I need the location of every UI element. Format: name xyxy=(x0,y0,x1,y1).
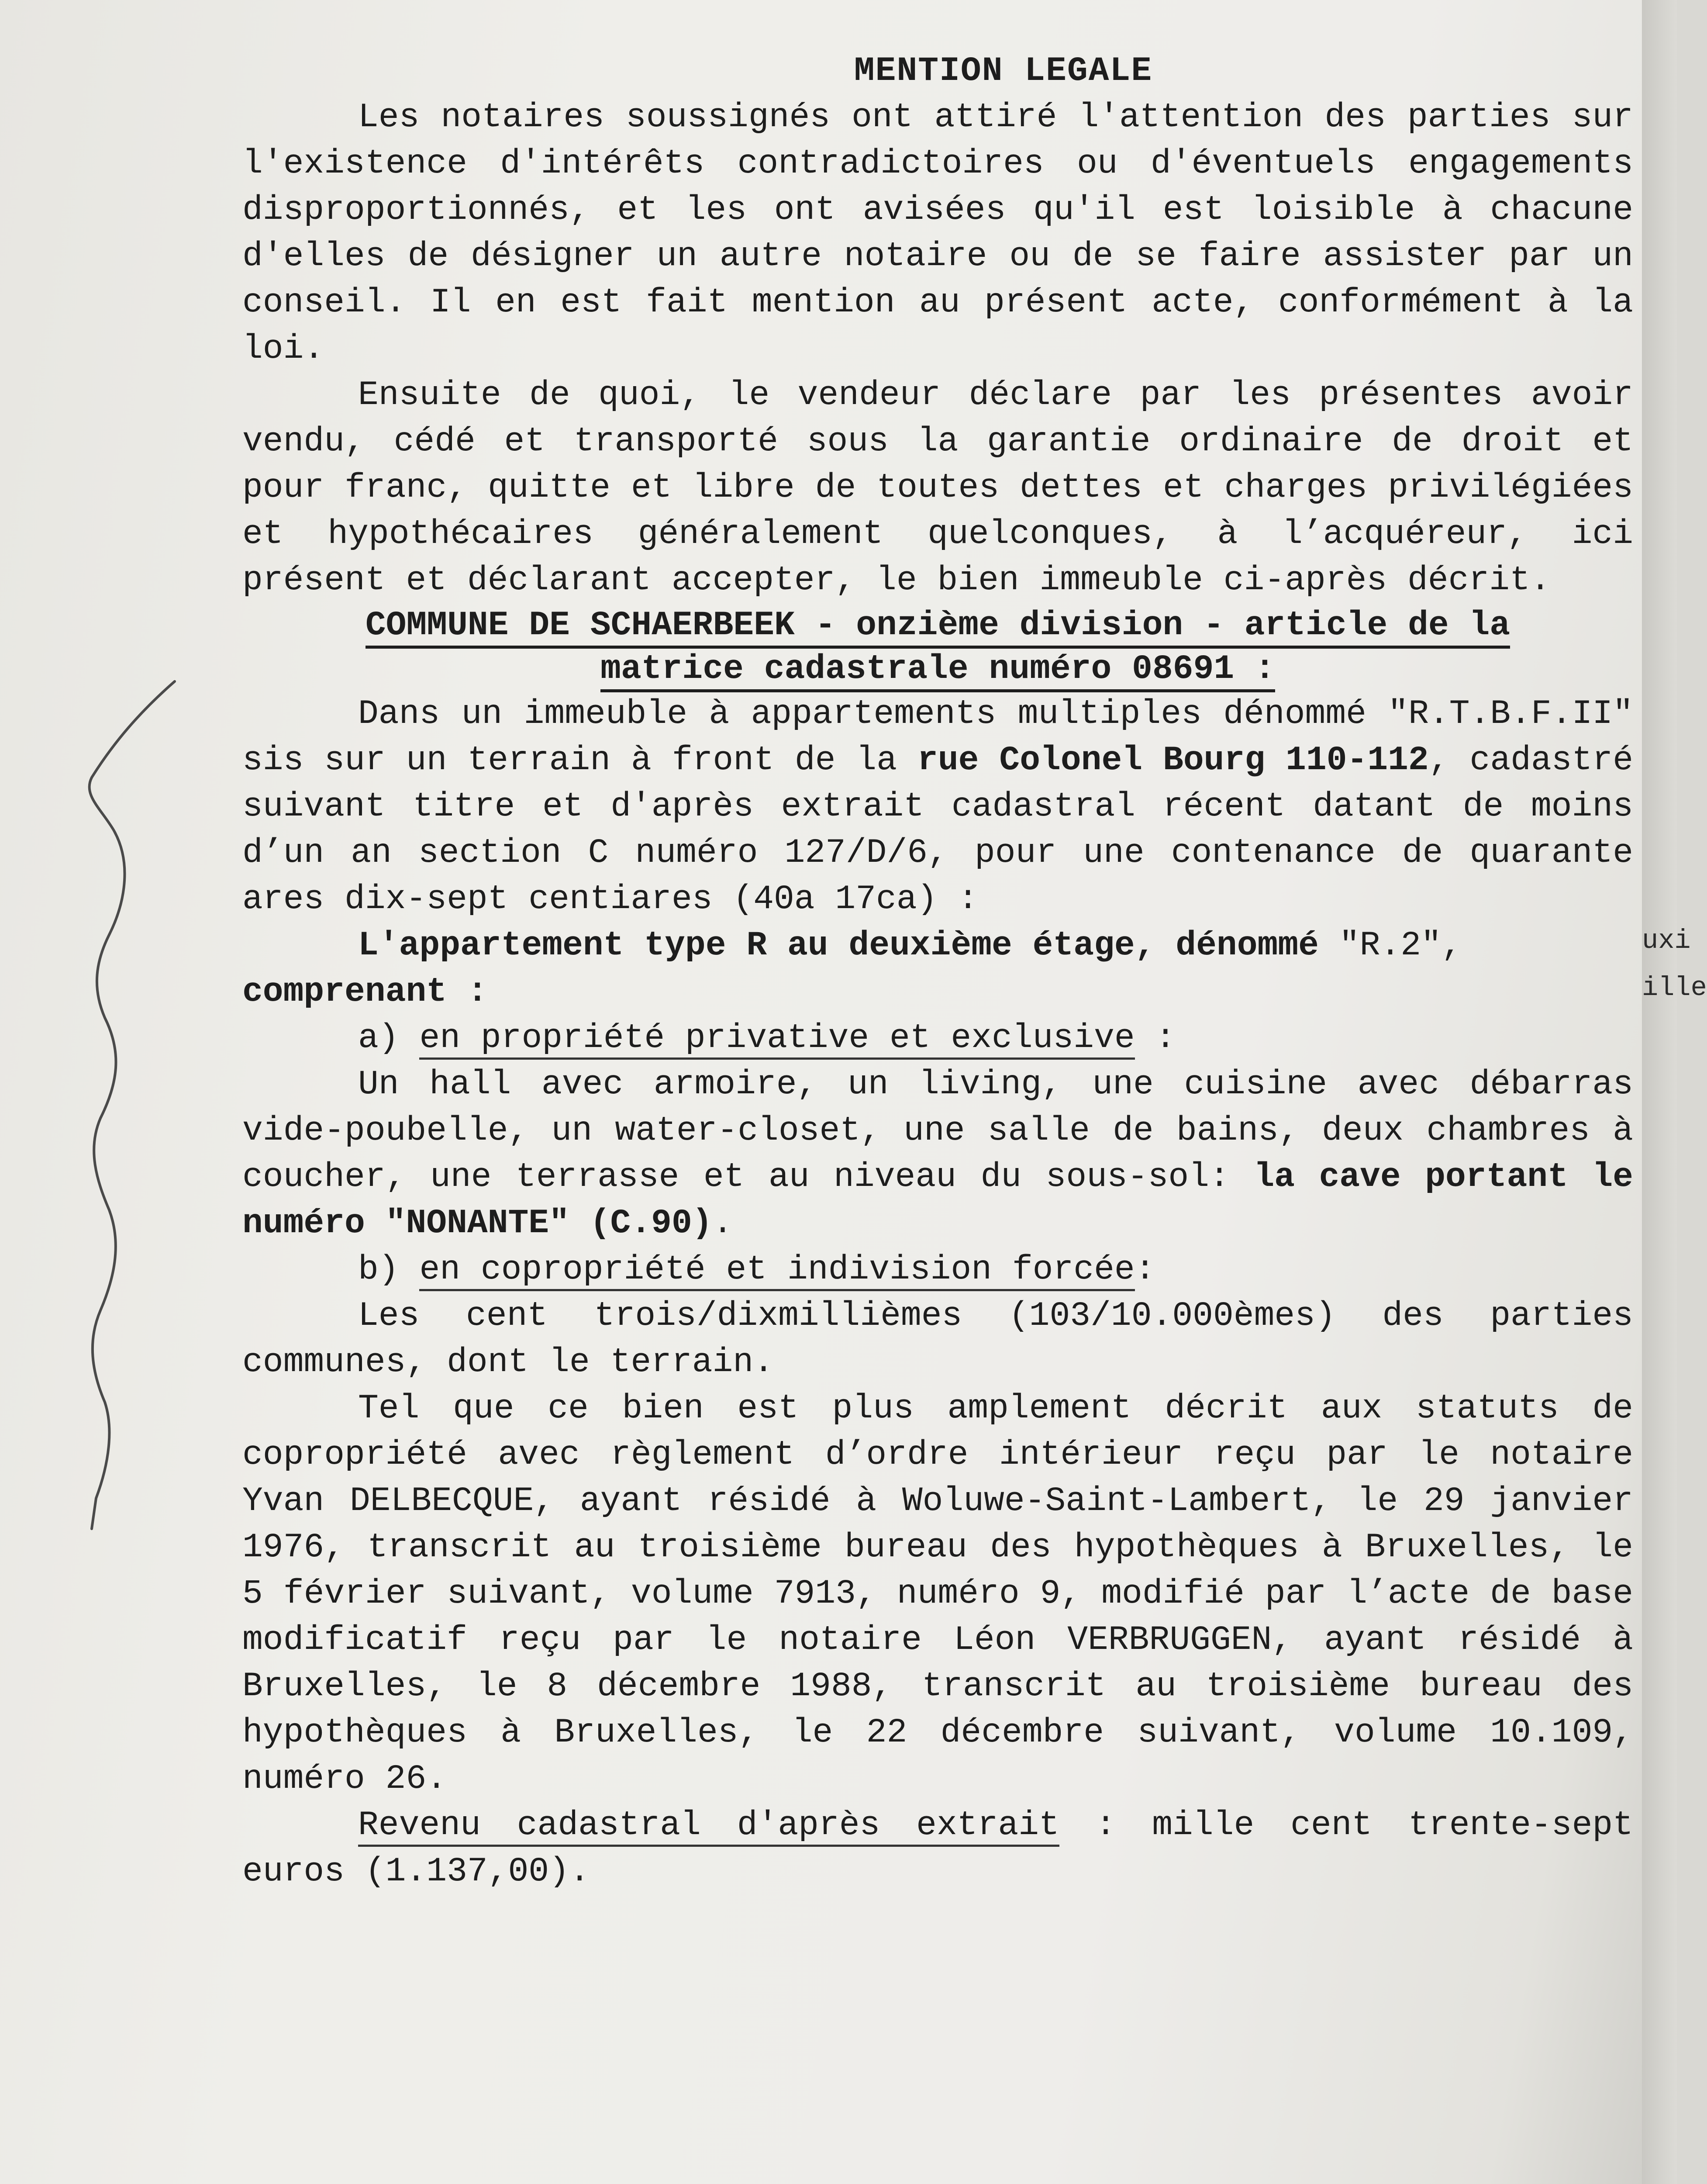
adjacent-page-edge xyxy=(1642,0,1707,2184)
cadastral-income-heading: Revenu cadastral d'après extrait xyxy=(358,1806,1059,1847)
cadastral-income-value: : mille cent trente-sept euros (1.137,00). xyxy=(242,1806,1633,1891)
apartment-comprising: comprenant : xyxy=(242,973,488,1011)
margin-handwritten-mark xyxy=(66,673,197,1546)
private-parts-text: Un hall avec armoire, un living, une cuisine avec débarras vide-poubelle, un water-closet, une salle de bains, deux chambres à coucher, une terrasse et au niveau du sous-sol: xyxy=(242,1065,1633,1196)
paragraph-building-description xyxy=(242,691,1633,923)
commune-heading xyxy=(242,604,1633,691)
paragraph-cadastral-income xyxy=(242,1802,1633,1895)
item-b-tail: : xyxy=(1135,1251,1155,1289)
paragraph-apartment-title xyxy=(242,923,1633,1015)
private-parts-end: . xyxy=(712,1204,733,1243)
paragraph-statutes: Tel que ce bien est plus amplement décrit aux statuts de copropriété avec règlement d’ordre intérieur reçu par le notaire Yvan DELBECQUE, ayant résidé à Woluwe-Saint-Lambert, le 29 janvier 1976, transcrit au troisième bureau des hypothèques à Bruxelles, le 5 février suivant, volume 7913, numéro 9, modifié par l’acte de base modificatif reçu par le notaire Léon VERBRUGGEN, ayant résidé à Bruxelles, le 8 décembre 1988, transcrit au troisième bureau des hypothèques à Bruxelles, le 22 décembre suivant, volume 10.109, numéro 26. xyxy=(242,1389,1633,1798)
paragraph-sale-declaration: Ensuite de quoi, le vendeur déclare par les présentes avoir vendu, cédé et transporté sous la garantie ordinaire de droit et pour franc, quitte et libre de toutes dettes et charges privilégiées et hypothécaires généralement quelconques, à l’acquéreur, ici présent et déclarant accepter, le bien immeuble ci-après décrit. xyxy=(242,376,1633,600)
apartment-title: L'appartement type R au deuxième étage, dénommé xyxy=(358,926,1319,965)
paragraph-private-parts xyxy=(242,1061,1633,1247)
item-a-label: a) xyxy=(358,1019,420,1057)
item-b-label: b) xyxy=(358,1251,420,1289)
item-b-heading: en copropriété et indivision forcée xyxy=(419,1251,1135,1291)
commune-heading-line1: COMMUNE DE SCHAERBEEK - onzième division - article de la xyxy=(366,606,1510,649)
adjacent-page-text xyxy=(1642,917,1707,1012)
paragraph-legal-notice: Les notaires soussignés ont attiré l'attention des parties sur l'existence d'intérêts contradictoires ou d'éventuels engagements disproportionnés, et les ont avisées qu'il est loisible à chacune d'elles de désigner un autre notaire ou de se faire assister par un conseil. Il en est fait mention au présent acte, conformément à la loi. xyxy=(242,98,1633,368)
paragraph-common-parts: Les cent trois/dixmillièmes (103/10.000èmes) des parties communes, dont le terrain. xyxy=(242,1297,1633,1382)
item-a xyxy=(242,1015,1633,1061)
adjacent-page-line: ille xyxy=(1642,972,1707,1003)
document-body xyxy=(242,48,1633,1895)
adjacent-page-line: uxi xyxy=(1642,925,1691,956)
building-text: Dans un immeuble à appartements multiples dénommé "R.T.B.F.II" sis sur un terrain à front de la xyxy=(242,695,1633,780)
item-a-tail: : xyxy=(1135,1019,1176,1057)
item-b xyxy=(242,1247,1633,1293)
building-address: rue Colonel Bourg 110-112 xyxy=(917,741,1429,780)
item-a-heading: en propriété privative et exclusive xyxy=(419,1019,1135,1060)
apartment-name: "R.2", xyxy=(1318,926,1462,965)
commune-heading-line2: matrice cadastrale numéro 08691 : xyxy=(600,650,1275,692)
building-cadastral-text: , cadastré suivant titre et d'après extrait cadastral récent datant de moins d’un an section C numéro 127/D/6, pour une contenance de quarante ares dix-sept centiares (40a 17ca) : xyxy=(242,741,1633,919)
cellar-number: la cave portant le numéro "NONANTE" (C.90) xyxy=(242,1158,1633,1243)
section-heading: MENTION LEGALE xyxy=(854,52,1153,90)
